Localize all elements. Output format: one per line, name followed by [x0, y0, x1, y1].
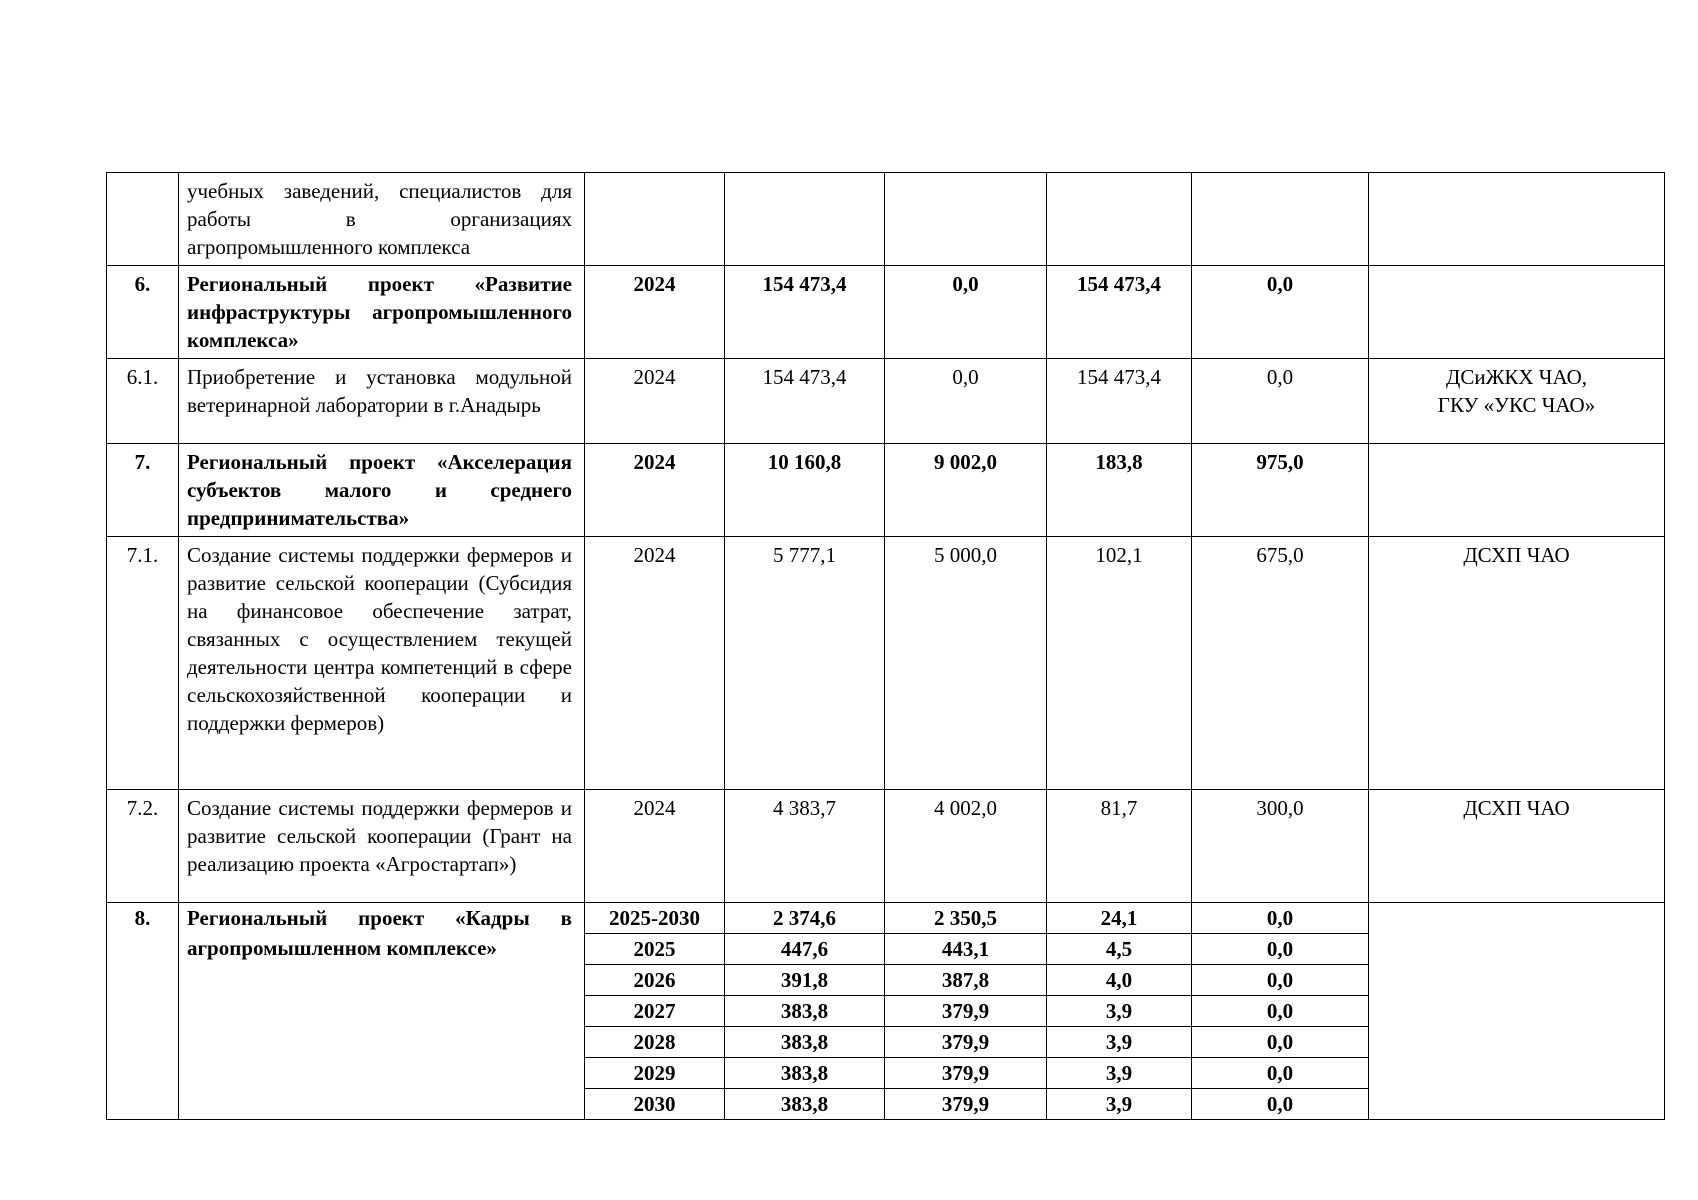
regional-cell: 81,7 [1047, 790, 1192, 903]
year-cell: 2024 [585, 266, 725, 359]
regional-cell: 154 473,4 [1047, 266, 1192, 359]
table-row-8 [107, 903, 1665, 934]
responsible-cell [1369, 173, 1665, 266]
regional-cell: 154 473,4 [1047, 359, 1192, 444]
row-number [107, 173, 179, 266]
responsible-cell [1369, 266, 1665, 359]
responsible-cell: ДСХП ЧАО [1369, 537, 1665, 790]
total-cell: 383,8 [725, 1089, 885, 1120]
regional-cell: 24,1 [1047, 903, 1192, 934]
other-cell: 0,0 [1192, 359, 1369, 444]
year-cell: 2030 [585, 1089, 725, 1120]
federal-cell: 387,8 [885, 965, 1047, 996]
other-cell: 0,0 [1192, 1027, 1369, 1058]
measure-name: Региональный проект «Акселерация субъектов малого и среднего предпринимательства» [179, 444, 585, 537]
other-cell: 0,0 [1192, 903, 1369, 934]
row-number: 6. [107, 266, 179, 359]
total-cell: 383,8 [725, 1027, 885, 1058]
other-cell [1192, 173, 1369, 266]
federal-cell: 379,9 [885, 1027, 1047, 1058]
other-cell: 675,0 [1192, 537, 1369, 790]
row-number: 6.1. [107, 359, 179, 444]
other-cell: 0,0 [1192, 965, 1369, 996]
total-cell: 154 473,4 [725, 266, 885, 359]
other-cell: 0,0 [1192, 934, 1369, 965]
regional-cell: 3,9 [1047, 1058, 1192, 1089]
federal-cell: 379,9 [885, 1058, 1047, 1089]
year-cell: 2029 [585, 1058, 725, 1089]
federal-cell: 379,9 [885, 996, 1047, 1027]
year-cell: 2024 [585, 537, 725, 790]
year-cell: 2027 [585, 996, 725, 1027]
federal-cell: 2 350,5 [885, 903, 1047, 934]
federal-cell: 9 002,0 [885, 444, 1047, 537]
row-number: 7.2. [107, 790, 179, 903]
other-cell: 0,0 [1192, 266, 1369, 359]
regional-cell: 3,9 [1047, 1089, 1192, 1120]
year-cell: 2025-2030 [585, 903, 725, 934]
regional-cell: 102,1 [1047, 537, 1192, 790]
other-cell: 0,0 [1192, 1058, 1369, 1089]
total-cell: 5 777,1 [725, 537, 885, 790]
regional-cell: 183,8 [1047, 444, 1192, 537]
year-cell: 2026 [585, 965, 725, 996]
measure-name: Региональный проект «Кадры в агропромышленном комплексе» [179, 903, 585, 1120]
federal-cell: 0,0 [885, 266, 1047, 359]
federal-cell: 4 002,0 [885, 790, 1047, 903]
other-cell: 0,0 [1192, 996, 1369, 1027]
table-row-7 [107, 444, 1665, 537]
responsible-cell [1369, 444, 1665, 537]
table-row-6 [107, 266, 1665, 359]
total-cell [725, 173, 885, 266]
responsible-cell [1369, 359, 1665, 444]
year-cell: 2025 [585, 934, 725, 965]
responsible-cell [1369, 903, 1665, 1120]
total-cell: 154 473,4 [725, 359, 885, 444]
year-cell: 2024 [585, 790, 725, 903]
federal-cell: 0,0 [885, 359, 1047, 444]
table-row-7-2 [107, 790, 1665, 903]
table-row-7-1 [107, 537, 1665, 790]
federal-cell [885, 173, 1047, 266]
measure-name: Приобретение и установка модульной ветеринарной лаборатории в г.Анадырь [179, 359, 585, 444]
table-row-continuation [107, 173, 1665, 266]
total-cell: 4 383,7 [725, 790, 885, 903]
measure-name: Создание системы поддержки фермеров и развитие сельской кооперации (Субсидия на финансовое обеспечение затрат, связанных с осуществлением текущей деятельности центра компетенций в сфере сельскохозяйственной кооперации и поддержки фермеров) [179, 537, 585, 790]
federal-cell: 5 000,0 [885, 537, 1047, 790]
total-cell: 10 160,8 [725, 444, 885, 537]
federal-cell: 379,9 [885, 1089, 1047, 1120]
other-cell: 0,0 [1192, 1089, 1369, 1120]
year-cell [585, 173, 725, 266]
responsible-line-2: ГКУ «УКС ЧАО» [1437, 393, 1596, 417]
year-cell: 2024 [585, 359, 725, 444]
table-row-6-1 [107, 359, 1665, 444]
measure-name: Создание системы поддержки фермеров и развитие сельской кооперации (Грант на реализацию проекта «Агростартап») [179, 790, 585, 903]
total-cell: 383,8 [725, 1058, 885, 1089]
responsible-line-1: ДСиЖКХ ЧАО, [1446, 365, 1587, 389]
row-number: 7.1. [107, 537, 179, 790]
regional-cell: 3,9 [1047, 996, 1192, 1027]
other-cell: 300,0 [1192, 790, 1369, 903]
regional-cell [1047, 173, 1192, 266]
total-cell: 447,6 [725, 934, 885, 965]
year-cell: 2024 [585, 444, 725, 537]
row-number: 8. [107, 903, 179, 1120]
regional-cell: 4,0 [1047, 965, 1192, 996]
other-cell: 975,0 [1192, 444, 1369, 537]
program-funding-table [106, 172, 1665, 1120]
regional-cell: 3,9 [1047, 1027, 1192, 1058]
row-number: 7. [107, 444, 179, 537]
measure-name: учебных заведений, специалистов для работы в организациях агропромышленного комплекса [179, 173, 585, 266]
measure-name: Региональный проект «Развитие инфраструктуры агропромышленного комплекса» [179, 266, 585, 359]
regional-cell: 4,5 [1047, 934, 1192, 965]
year-cell: 2028 [585, 1027, 725, 1058]
federal-cell: 443,1 [885, 934, 1047, 965]
total-cell: 2 374,6 [725, 903, 885, 934]
responsible-cell: ДСХП ЧАО [1369, 790, 1665, 903]
total-cell: 383,8 [725, 996, 885, 1027]
total-cell: 391,8 [725, 965, 885, 996]
